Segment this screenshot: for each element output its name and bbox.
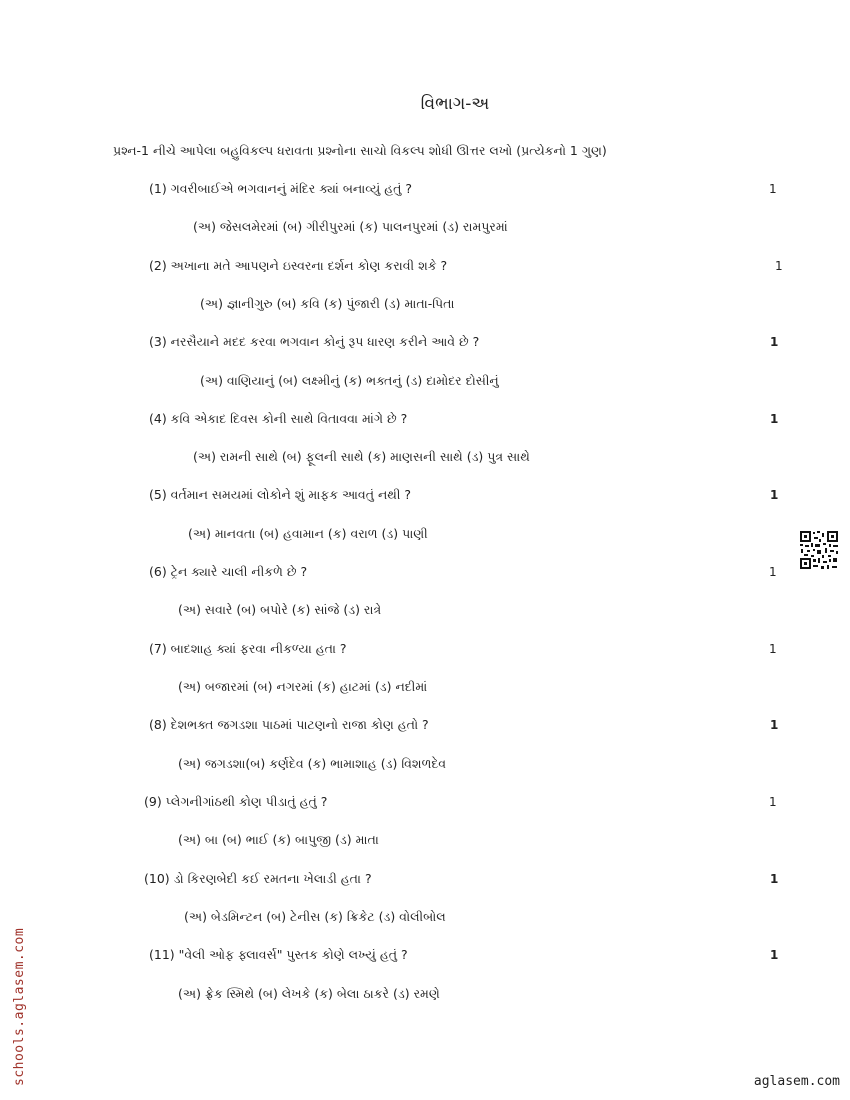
options-7: (અ) બજારમાં (બ) નગરમાં (ક) હાટમાં (ડ) નદીમાં — [178, 679, 428, 694]
question-5: (5) વર્તમાન સમયમાં લોકોને શું માફક આવતું નથી ? — [149, 487, 412, 502]
marks-5: 1 — [770, 488, 779, 502]
marks-4: 1 — [770, 412, 779, 426]
options-11: (અ) ફ્રેક સ્મિથે (બ) લેખકે (ક) બેલા ઠાકરે (ડ) રમણે — [178, 986, 440, 1001]
marks-9: 1 — [769, 795, 777, 809]
options-3: (અ) વાણિયાનું (બ) લક્ષ્મીનું (ક) ભક્તનું (ડ) દામોદર દોસીનું — [200, 373, 499, 388]
marks-11: 1 — [770, 948, 779, 962]
question-10: (10) ડો કિરણબેદી કઈ રમતના ખેલાડી હતા ? — [144, 871, 372, 886]
question-1: (1) ગવરીબાઈએ ભગવાનનું મંદિર ક્યાં બનાવ્યું હતું ? — [149, 181, 413, 196]
question-9: (9) પ્લેગનીગાંઠથી કોણ પીડાતું હતું ? — [144, 794, 328, 809]
marks-1: 1 — [769, 182, 777, 196]
options-2: (અ) જ્ઞાનીગુરુ (બ) કવિ (ક) પુંજારી (ડ) માતા-પિતા — [200, 296, 455, 311]
options-5: (અ) માનવતા (બ) હવામાન (ક) વરાળ (ડ) પાણી — [188, 526, 428, 541]
marks-2: 1 — [775, 259, 783, 273]
question-3: (3) નરસૈયાને મદદ કરવા ભગવાન કોનું રૂપ ધારણ કરીને આવે છે ? — [149, 334, 480, 349]
options-9: (અ) બા (બ) ભાઈ (ક) બાપુજી (ડ) માતા — [178, 832, 379, 847]
question-8: (8) દેશભક્ત જગડશા પાઠમાં પાટણનો રાજા કોણ હતો ? — [149, 717, 429, 732]
marks-8: 1 — [770, 718, 779, 732]
options-8: (અ) જગડશા(બ) કર્ણદેવ (ક) ભામાશાહ (ડ) વિશળદેવ — [178, 756, 447, 771]
marks-7: 1 — [769, 642, 777, 656]
question-instruction: પ્રશ્ન-1 નીચે આપેલા બહુવિકલ્પ ધરાવતા પ્રશ્નોના સાચો વિકલ્પ શોધી ઊત્તર લખો (પ્રત્યેકનો 1 ગુણ) — [113, 143, 607, 158]
qr-code-icon — [799, 530, 839, 570]
marks-6: 1 — [769, 565, 777, 579]
question-11: (11) "વેલી ઓફ ફ્લાવર્સ" પુસ્તક કોણે લખ્યું હતું ? — [149, 947, 408, 962]
question-6: (6) ટ્રેન ક્યારે ચાલી નીકળે છે ? — [149, 564, 308, 579]
options-6: (અ) સવારે (બ) બપોરે (ક) સાંજે (ડ) રાત્રે — [178, 602, 382, 617]
options-10: (અ) બેડમિન્ટન (બ) ટેનીસ (ક) ક્રિકેટ (ડ) વોલીબોલ — [184, 909, 446, 924]
question-7: (7) બાદશાહ ક્યાં ફરવા નીકળ્યા હતા ? — [149, 641, 347, 656]
question-4: (4) કવિ એકાદ દિવસ કોની સાથે વિતાવવા માંગે છે ? — [149, 411, 408, 426]
footer-site-name: aglasem.com — [753, 1074, 840, 1089]
options-1: (અ) જેસલમેરમાં (બ) ગીરીપુરમાં (ક) પાલનપુરમાં (ડ) રામપુરમાં — [193, 219, 508, 234]
question-2: (2) અખાના મતે આપણને ઇસ્વરના દર્શન કોણ કરાવી શકે ? — [149, 258, 448, 273]
vertical-watermark: schools.aglasem.com — [12, 927, 27, 1086]
marks-3: 1 — [770, 335, 779, 349]
options-4: (અ) રામની સાથે (બ) ફૂલની સાથે (ક) માણસની સાથે (ડ) પુત્ર સાથે — [193, 449, 530, 464]
section-title: વિભાગ-અ — [420, 94, 490, 114]
marks-10: 1 — [770, 872, 779, 886]
